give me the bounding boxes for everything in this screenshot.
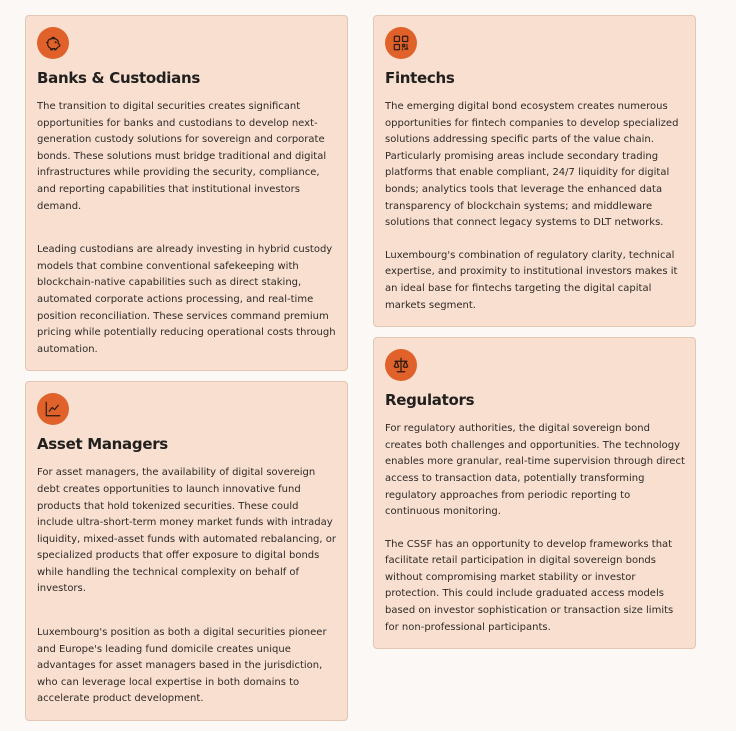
card-paragraph: The emerging digital bond ecosystem creates numerous opportunities for fintech companies to develop specialized solutions addressing specific parts of the value chain. Particularly promising areas include secondary trading platforms that enable compliant, 24/7 liquidity for digital bonds; analytics tools that leverage the enhanced data transparency of blockchain systems; and middleware solutions that connect legacy systems to DLT networks. xyxy=(385,101,679,229)
card-paragraph: For regulatory authorities, the digital sovereign bond creates both challenges and opportunities. The technology enables more granular, real-time supervision through direct access to transaction data, potentially transforming regulatory approaches from periodic reporting to continuous monitoring. xyxy=(385,423,685,518)
card-paragraph: For asset managers, the availability of digital sovereign debt creates opportunities to launch innovative fund products that hold tokenized securities. These could include ultra-short-term money market funds with intraday liquidity, mixed-asset funds with automated rebalancing, or specialized products that offer exposure to digital bonds while handling the technical complexity on behalf of investors. xyxy=(37,467,336,595)
card-asset-managers xyxy=(25,381,348,721)
piggy-bank-icon xyxy=(37,27,69,59)
card-paragraph: The CSSF has an opportunity to develop frameworks that facilitate retail participation in digital sovereign bonds without compromising market stability or investor protection. This could include graduated access models based on investor sophistication or transaction size limits for non-professional participants. xyxy=(385,538,674,633)
qr-code-icon xyxy=(385,27,417,59)
card-regulators xyxy=(373,337,696,649)
card-paragraph: Luxembourg's combination of regulatory clarity, technical expertise, and proximity to institutional investors makes it an ideal base for fintechs targeting the digital capital markets segment. xyxy=(385,249,678,311)
card-fintechs xyxy=(373,15,696,327)
card-paragraph: Luxembourg's position as both a digital securities pioneer and Europe's leading fund domicile creates unique advantages for asset managers based in the jurisdiction, who can leverage local expertise in both domains to accelerate product development. xyxy=(37,627,327,705)
right-column xyxy=(373,15,696,659)
left-column xyxy=(25,15,348,731)
card-title: Banks & Custodians xyxy=(37,69,200,87)
card-banks-custodians xyxy=(25,15,348,371)
card-title: Fintechs xyxy=(385,69,455,87)
card-paragraph: Leading custodians are already investing in hybrid custody models that combine conventional safekeeping with blockchain-native capabilities such as direct staking, automated corporate actions processing, and real-time position reconciliation. These services command premium pricing while potentially reducing operational costs through automation. xyxy=(37,244,336,355)
card-paragraph: The transition to digital securities creates significant opportunities for banks and custodians to develop next-generation custody solutions for sovereign and corporate bonds. These solutions must bridge traditional and digital infrastructures while providing the security, compliance, and reporting capabilities that institutional investors demand. xyxy=(37,101,327,212)
line-chart-icon xyxy=(37,393,69,425)
card-title: Asset Managers xyxy=(37,435,168,454)
scales-icon xyxy=(385,349,417,381)
card-title: Regulators xyxy=(385,391,475,410)
